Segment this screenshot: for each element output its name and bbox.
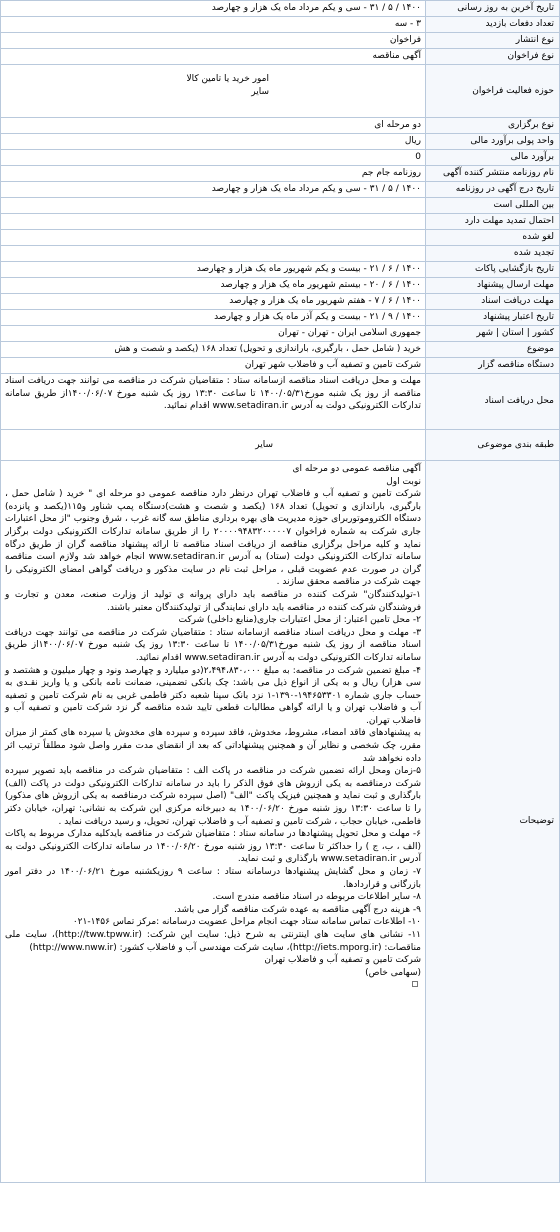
detail-value: ریال [1, 134, 426, 150]
detail-row [1, 118, 560, 134]
info-value: آگهی مناقصه [1, 49, 426, 65]
info-row [1, 33, 560, 49]
info-row [1, 1, 560, 17]
detail-row [1, 246, 560, 262]
detail-label: کشور | استان | شهر [426, 326, 560, 342]
delivery-text: مهلت و محل دریافت اسناد مناقصه ازسامانه ستاد : متقاضیان شرکت در مناقصه می توانند جهت دریافت اسناد مناقصه از روز یک شنبه مورخ۱۴۰۰/۰۵/۳۱ تا ساعت ۱۳:۳۰ روز یک شنبه مورخ ۱۴۰۰/۰۶/۰۷از طریق سامانه تدارکات الکترونیکی دولت به آدرس www.setadiran.ir اقدام نمائید. [1, 374, 426, 430]
info-label: تاریخ آخرین به روز رسانی [426, 1, 560, 17]
detail-row [1, 262, 560, 278]
activity-value-0: امور خرید یا تامین کالا [186, 74, 269, 84]
detail-row [1, 310, 560, 326]
detail-label: احتمال تمدید مهلت دارد [426, 214, 560, 230]
detail-row [1, 166, 560, 182]
description-paragraphs [5, 463, 421, 979]
detail-value: ۱۴۰۰ / ۵ / ۳۱ - سی و یکم مرداد ماه یک هزار و چهارصد [1, 182, 426, 198]
category-label: طبقه بندی موضوعی [426, 430, 560, 461]
description-paragraph: ۱۱- نشانی های سایت های اینترنتی به شرح ذیل: سایت این شرکت: (http://tww.tpww.ir)، سایت ملی مناقصات: (http://iets.mporg.ir)، سایت شرکت مهندسی آب و فاضلاب کشور: (http://www.nww.ir) [5, 929, 421, 953]
detail-value [1, 246, 426, 262]
detail-row [1, 342, 560, 358]
description-paragraph: ۱۰- اطلاعات تماس سامانه ستاد جهت انجام مراحل عضویت درسامانه :مرکز تماس ۱۴۵۶-۰۲۱ [72, 917, 421, 928]
detail-label: تاریخ اعتبار پیشنهاد [426, 310, 560, 326]
detail-row [1, 198, 560, 214]
detail-row [1, 214, 560, 230]
detail-value [1, 198, 426, 214]
detail-label: لغو شده [426, 230, 560, 246]
description-paragraph: شرکت تامین و تصفیه آب و فاضلاب تهران درنظر دارد مناقصه عمومی دو مرحله ای " خرید ( شامل حمل ، بارگیری، باراندازی و تحویل) تعداد ۱۶۸ (یکصد و شصت و هشت)دستگاه پمپ شناور و۱۱۵(یکصد و پانزده) دستگاه الکتروموتوربرای حوزه مدیریت های بهره برداری مناطق سه گانه غرب ، شرق وجنوب "از محل اعتبارات جاری شرکت به شماره فراخوان ۲۰۰۰۰۹۴۸۳۲۰۰۰۰۰۷ را از طریق سامانه تدارکات الکترونیکی دولت برگزار نماید و کلیه مراحل برگزاری مناقصه از دریافت اسناد مناقصه تا ارائه پیشنهاد مناقصه گران از طریق درگاه سامانه تدارکات الکترونیکی دولت (ستاد) به آدرس www.setadiran.ir انجام خواهد شد ولازم است مناقصه گران در صورت عدم عضویت قبلی ، مراحل ثبت نام در سایت مذکور و دریافت گواهی امضای الکترونیکی را جهت شرکت در مناقصه محقق سازند . [5, 489, 421, 588]
detail-value: 0 [1, 150, 426, 166]
category-row [1, 430, 560, 461]
detail-label: مهلت دریافت اسناد [426, 294, 560, 310]
info-label: نوع فراخوان [426, 49, 560, 65]
description-paragraph: ۷- زمان و محل گشایش پیشنهادها درسامانه ستاد : ساعت ۹ روزیکشنبه مورخ ۱۴۰۰/۰۶/۲۱ در دفتر امور بازرگانی و قراردادها. [5, 867, 421, 890]
detail-row [1, 230, 560, 246]
detail-label: تاریخ بازگشایی پاکات [426, 262, 560, 278]
description-paragraph: ۶- مهلت و محل تحویل پیشنهادها در سامانه ستاد : متقاضیان شرکت در مناقصه بایدکلیه مدارک مربوط به پاکات (الف ، ب، ج ) را حداکثر تا ساعت ۱۳:۳۰ روز شنبه مورخ ۱۴۰۰/۰۶/۲۰ در سامانه تدارکات الکترونیکی دولت به آدرس www.setadiran.ir بارگذاری و ثبت نماید. [5, 829, 422, 865]
description-paragraph: ۸- سایر اطلاعات مربوطه در اسناد مناقصه مندرج است. [212, 892, 421, 903]
detail-label: نوع برگزاری [426, 118, 560, 134]
detail-label: تاریخ درج آگهی در روزنامه [426, 182, 560, 198]
detail-row [1, 134, 560, 150]
detail-label: تجدید شده [426, 246, 560, 262]
detail-value [1, 230, 426, 246]
description-paragraph: ۹- هزینه درج آگهی مناقصه به عهده شرکت مناقصه گزار می باشد. [173, 904, 421, 915]
description-paragraph: آگهی مناقصه عمومی دو مرحله ای [292, 464, 421, 474]
info-row [1, 49, 560, 65]
detail-value: روزنامه جام جم [1, 166, 426, 182]
activity-values [1, 65, 426, 118]
detail-value: ۱۴۰۰ / ۶ / ۷ - هفتم شهریور ماه یک هزار و چهارصد [1, 294, 426, 310]
activity-value-1: سایر [251, 87, 269, 97]
description-paragraph: به پیشنهادهای فاقد امضاء، مشروط، مخدوش، فاقد سپرده و سپرده های مخدوش یا سپرده های کمتر از میزان مقرر، چک شخصی و نظایر آن و همچنین پیشنهاداتی که بعد از انقضای مدت مقرر واصل شود مطلقاً ترتیب اثر داده نخواهد شد [5, 728, 421, 764]
detail-label: مهلت ارسال پیشنهاد [426, 278, 560, 294]
detail-row [1, 358, 560, 374]
detail-value: ۱۴۰۰ / ۹ / ۲۱ - بیست و یکم آذر ماه یک هزار و چهارصد [1, 310, 426, 326]
description-body [1, 461, 426, 1183]
info-value: ۳ - سه [1, 17, 426, 33]
delivery-label: محل دریافت اسناد [426, 374, 560, 430]
checkbox-icon [412, 981, 418, 987]
detail-row [1, 150, 560, 166]
detail-label: واحد پولی برآورد مالی [426, 134, 560, 150]
delivery-row [1, 374, 560, 430]
detail-value: جمهوری اسلامی ایران - تهران - تهران [1, 326, 426, 342]
activity-row [1, 65, 560, 118]
category-value: سایر [1, 430, 426, 461]
detail-value: خرید ( شامل حمل ، بارگیری، باراندازی و تحویل) تعداد ۱۶۸ (یکصد و شصت و هش [1, 342, 426, 358]
detail-row [1, 326, 560, 342]
detail-row [1, 182, 560, 198]
detail-label: موضوع [426, 342, 560, 358]
detail-row [1, 294, 560, 310]
detail-label: بین المللی است [426, 198, 560, 214]
activity-label: حوزه فعالیت فراخوان [426, 65, 560, 118]
detail-value [1, 214, 426, 230]
info-row [1, 17, 560, 33]
description-row [1, 461, 560, 1183]
info-value: فراخوان [1, 33, 426, 49]
description-paragraph: ۴- مبلغ تضمین شرکت در مناقصه: به مبلغ ۲،۴۹۴،۸۳۰،۰۰۰(دو میلیارد و چهارصد ونود و چهار میلیون و هشتصد و سی هزار) ریال و به یکی از انواع ذیل می باشد: چک بانکی تضمینی، ضمانت نامه بانکی و یا واریز نقـدی به حساب جاری شماره ۱۹۴۶۵۳۳۰۱-۱۳۹۰-۱ نزد بانک سپنا شعبه دکتر فاطمی غربی به نام شرکت تامین و تصفیه آب و فاضلاب تهران و یا ارائه گواهی مطالبات قطعی تایید شده مناقصه گر نزد شرکت تامین و تصفیه آب و فاضلاب تهران. [5, 665, 422, 726]
detail-label: دستگاه مناقصه گزار [426, 358, 560, 374]
info-label: نوع انتشار [426, 33, 560, 49]
detail-row [1, 278, 560, 294]
description-paragraph: ۱-تولیدکنندگان" شرکت کننده در مناقصه باید دارای پروانه ی تولید از وزارت صنعت، معدن و تجارت و فروشندگان شرکت کننده در مناقصه باید دارای نمایندگی از تولیدکنندگان معتبر باشند. [5, 589, 421, 613]
detail-value: شرکت تامین و تصفیه آب و فاضلاب شهر تهران [1, 358, 426, 374]
detail-label: نام روزنامه منتشر کننده آگهی [426, 166, 560, 182]
description-paragraph: (سهامی خاص) [365, 967, 421, 978]
detail-value: دو مرحله ای [1, 118, 426, 134]
info-value: ۱۴۰۰ / ۵ / ۳۱ - سی و یکم مرداد ماه یک هزار و چهارصد [1, 1, 426, 17]
description-label: توضیحات [426, 461, 560, 1183]
description-paragraph: شرکت تامین و تصفیه آب و فاضلاب تهران [264, 955, 421, 966]
detail-value: ۱۴۰۰ / ۶ / ۲۱ - بیست و یکم شهریور ماه یک هزار و چهارصد [1, 262, 426, 278]
detail-label: برآورد مالی [426, 150, 560, 166]
description-paragraph: ۲- محل تامین اعتبار: از محل اعتبارات جاری(منابع داخلی) شرکت [178, 615, 421, 626]
description-paragraph: ۳- مهلت و محل دریافت اسناد مناقصه ازسامانه ستاد : متقاضیان شرکت در مناقصه می توانند جهت دریافت اسناد مناقصه از روز یک شنبه مورخ۱۴۰۰/۰۵/۳۱ تا ساعت ۱۳:۳۰ روز یک شنبه مورخ ۱۴۰۰/۰۶/۰۷از طریق سامانه تدارکات الکترونیکی دولت به آدرس www.setadiran.ir اقدام نمائید. [5, 627, 421, 663]
description-paragraph: ۵-زمان ومحل ارائه تضمین شرکت در مناقصه در پاکت الف : متقاضیان شرکت در مناقصه باید تصویر سپرده شرکت درمناقصه به یکی ازروش های فوق الذکر را باید در سامانه تدارکات الکترونیکی دولت در پاکت (الف) بارگذاری و ثبت نماید و همچنین فیزیک پاکت "الف" (اصل سپرده شرکت درمناقصه به یکی ازروش های مذکور) را تا ساعت ۱۳:۳۰ روز شنبه مورخ ۱۴۰۰/۰۶/۲۰ به دبیرخانه مرکزی این شرکت به نشانی: تهران، خیابان دکتر فاطمی، خیابان حجاب ، شرکت تامین و تصفیه آب و فاضلاب تهران، تحویل، و رسید دریافت نماید . [5, 766, 422, 827]
description-paragraph: نوبت اول [386, 476, 421, 487]
detail-value: ۱۴۰۰ / ۶ / ۲۰ - بیستم شهریور ماه یک هزار و چهارصد [1, 278, 426, 294]
info-label: تعداد دفعات بازدید [426, 17, 560, 33]
